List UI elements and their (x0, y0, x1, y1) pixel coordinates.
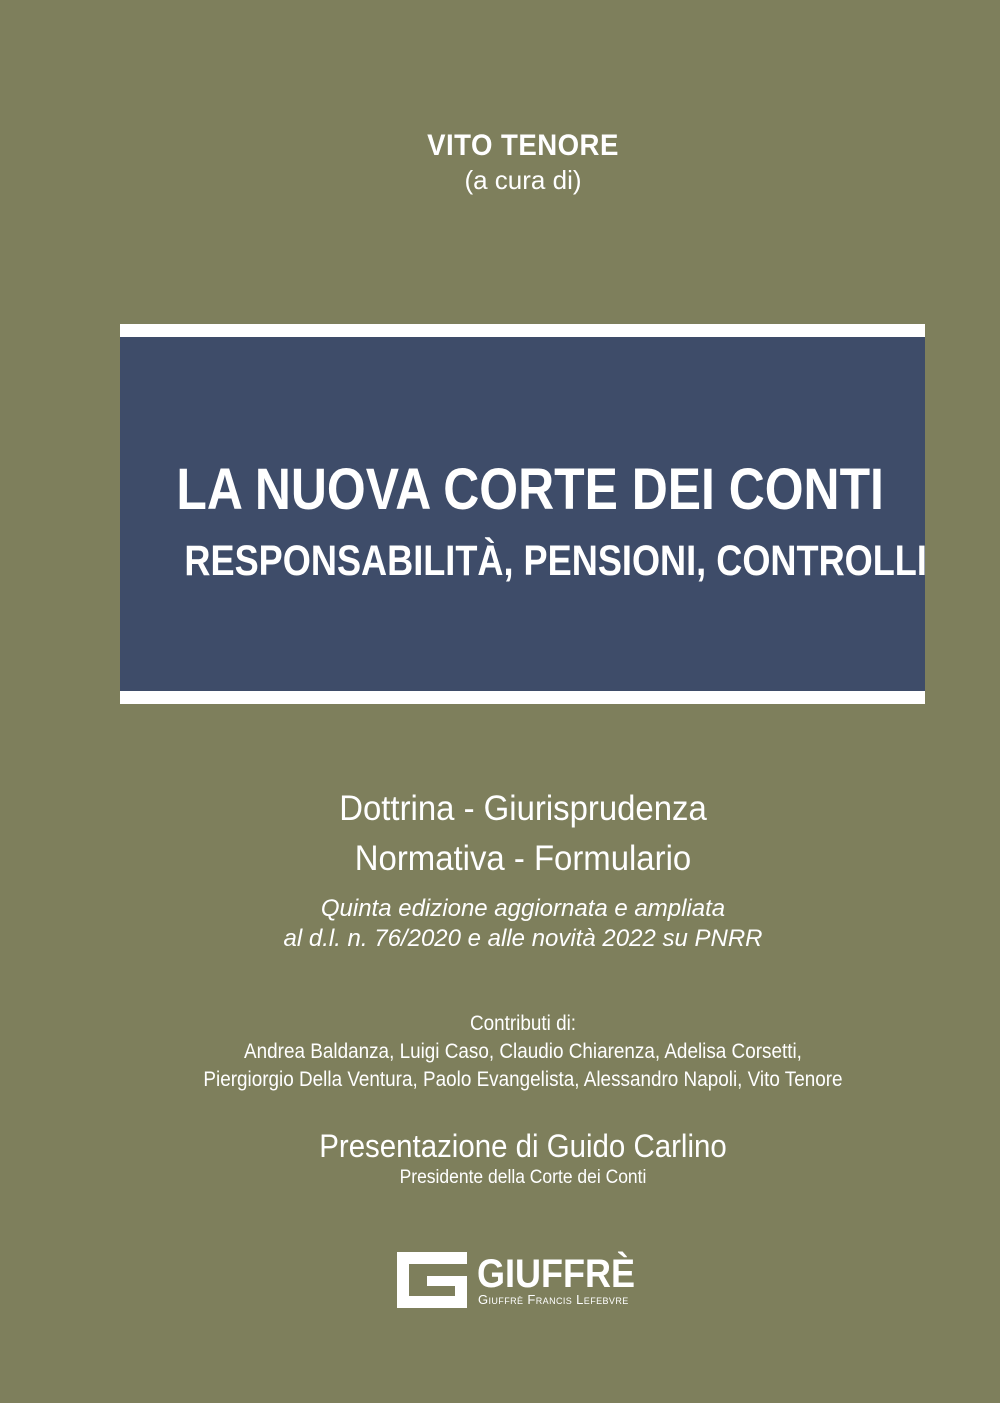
title-frame (120, 324, 925, 704)
content-types-line-1: Dottrina - Giurisprudenza (339, 789, 707, 828)
publisher-name: GIUFFRÈ (477, 1252, 635, 1296)
contributors-line-2: Piergiorgio Della Ventura, Paolo Evangelista, Alessandro Napoli, Vito Tenore (203, 1068, 843, 1091)
author-name: VITO TENORE (427, 129, 619, 162)
contributors-line-1: Andrea Baldanza, Luigi Caso, Claudio Chiarenza, Adelisa Corsetti, (244, 1040, 802, 1063)
title-panel (120, 337, 925, 691)
content-types-line-2: Normativa - Formulario (354, 839, 692, 878)
edition-line-2: al d.l. n. 76/2020 e alle novità 2022 su PNRR (283, 925, 763, 952)
author-role: (a cura di) (464, 165, 582, 195)
presentation-line: Presentazione di Guido Carlino (319, 1128, 727, 1164)
publisher-subtitle: Giuffrè Francis Lefebvre (478, 1292, 629, 1307)
book-title: LA NUOVA CORTE DEI CONTI (176, 457, 884, 522)
contributors-block (0, 1010, 1000, 1094)
publisher-logo (397, 1252, 657, 1308)
presentation-block (0, 1126, 1000, 1190)
contributors-heading: Contributi di: (469, 1012, 577, 1035)
author-block (0, 128, 1000, 196)
edition-note (0, 894, 1000, 954)
content-types (0, 784, 1000, 954)
presenter-role: Presidente della Corte dei Conti (399, 1167, 647, 1188)
edition-line-1: Quinta edizione aggiornata e ampliata (320, 895, 726, 922)
book-subtitle: RESPONSABILITÀ, PENSIONI, CONTROLLI (184, 537, 927, 585)
giuffre-logo-icon (397, 1252, 467, 1308)
